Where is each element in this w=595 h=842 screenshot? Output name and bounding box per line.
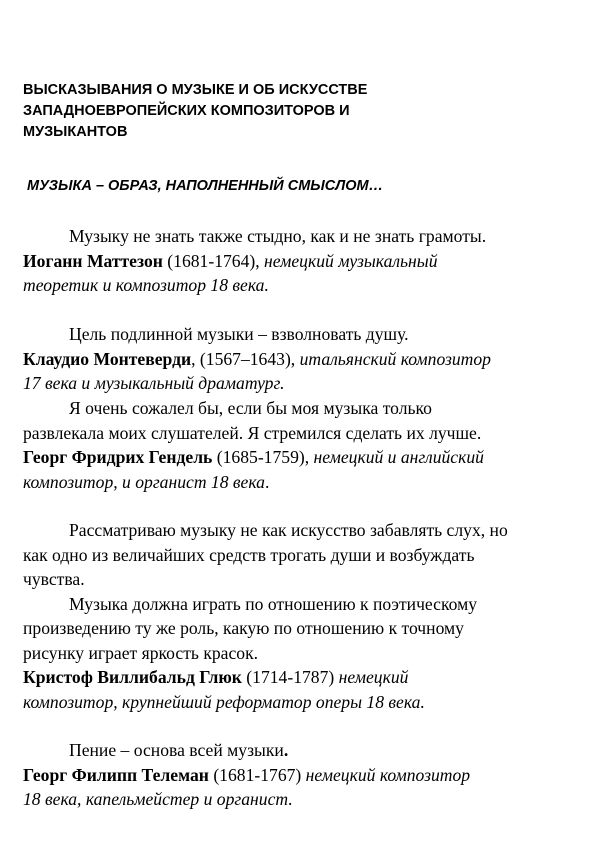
quote-block-monteverdi — [23, 322, 563, 396]
quote-text: рисунку играет яркость красок. — [23, 642, 259, 663]
author-dates: , (1567–1643), — [191, 348, 300, 369]
quote-text: чувства. — [23, 569, 85, 589]
title-line: ЗАПАДНОЕВРОПЕЙСКИХ КОМПОЗИТОРОВ И — [23, 103, 350, 119]
author-dates: (1681-1767) — [208, 764, 306, 785]
punctuation: . — [264, 471, 270, 492]
quote-block-gluck — [23, 518, 563, 714]
author-description: немецкий — [338, 667, 409, 687]
document-subtitle: МУЗЫКА – ОБРАЗ, НАПОЛНЕННЫЙ СМЫСЛОМ… — [27, 178, 384, 194]
document-title — [23, 80, 543, 143]
quote-block-telemann — [23, 738, 563, 812]
attribution-line — [23, 665, 563, 690]
quote-text: Музыка должна играть по отношению к поэтическому — [69, 593, 478, 614]
quote-text-body: Пение – основа всей музыки — [69, 740, 284, 760]
author-dates: (1681-1764), — [162, 250, 265, 271]
quote-text — [23, 738, 563, 763]
author-description: немецкий и английский — [313, 447, 484, 467]
author-description: 17 века и музыкальный драматург. — [23, 373, 285, 393]
attribution-line — [23, 445, 563, 470]
author-dates: (1714-1787) — [241, 667, 339, 687]
author-name: Георг Филипп Телеман — [23, 764, 209, 785]
author-description: теоретик и композитор 18 века. — [23, 275, 269, 295]
title-line: ВЫСКАЗЫВАНИЯ О МУЗЫКЕ И ОБ ИСКУССТВЕ — [23, 82, 368, 98]
author-name: Георг Фридрих Гендель — [23, 447, 213, 467]
author-name: Клаудио Монтеверди — [23, 348, 192, 369]
author-description: 18 века, капельмейстер и органист. — [23, 789, 293, 809]
quote-text: развлекала моих слушателей. Я стремился сделать их лучше. — [23, 422, 482, 443]
quote-text: Рассматриваю музыку не как искусство забавлять слух, но — [69, 520, 508, 540]
punctuation: . — [283, 740, 289, 760]
quote-text: Музыку не знать также стыдно, как и не знать грамоты. — [69, 226, 487, 246]
quote-text: Цель подлинной музыки – взволновать душу. — [69, 324, 409, 344]
quote-text: произведению ту же роль, какую по отношению к точному — [23, 618, 464, 638]
quote-text: Я очень сожалел бы, если бы моя музыка только — [69, 398, 432, 418]
author-name: Кристоф Виллибальд Глюк — [23, 667, 242, 687]
author-description: итальянский композитор — [299, 348, 491, 369]
quote-block-mattheson — [23, 224, 563, 298]
quote-text: как одно из величайших средств трогать души и возбуждать — [23, 544, 475, 565]
title-line: МУЗЫКАНТОВ — [23, 124, 128, 140]
author-description: композитор, крупнейший реформатор оперы 18 века. — [23, 691, 425, 712]
author-description: немецкий музыкальный — [264, 250, 438, 271]
author-dates: (1685-1759), — [212, 447, 314, 467]
author-description: композитор, и органист 18 века — [23, 471, 265, 492]
quote-block-handel — [23, 396, 563, 494]
attribution-line — [23, 347, 563, 372]
attribution-line — [23, 249, 563, 274]
author-description: немецкий композитор — [305, 764, 471, 785]
attribution-line — [23, 470, 563, 495]
attribution-line — [23, 763, 563, 788]
author-name: Иоганн Маттезон — [23, 250, 163, 271]
